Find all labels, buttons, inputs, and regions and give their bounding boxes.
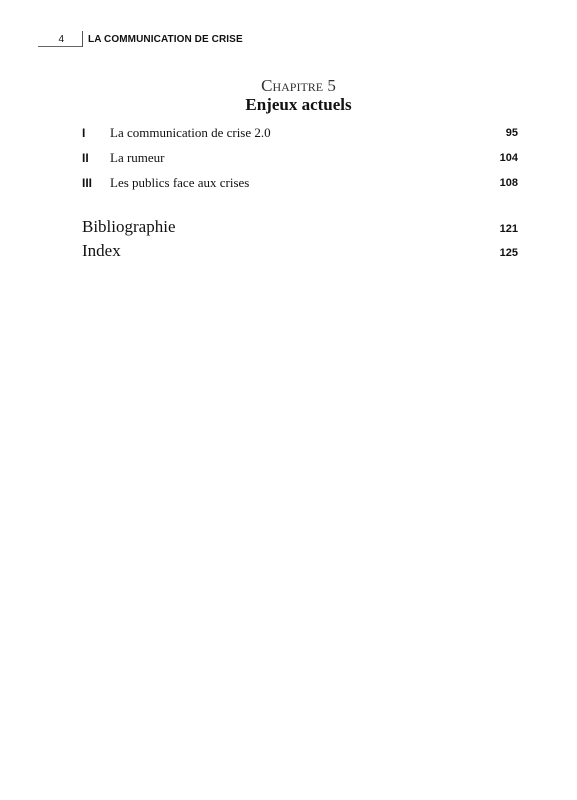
toc-entry-number: I [82,126,86,140]
toc-entry-page: 108 [499,177,518,189]
toc-entry-2[interactable] [82,149,518,167]
chapter-label: Chapitre 5 [261,76,336,95]
page-number: 4 [38,33,82,47]
toc-entry-3[interactable] [82,174,518,192]
toc-index[interactable] [82,241,518,263]
index-page: 125 [499,247,518,259]
index-title: Index [82,241,121,260]
running-head [38,33,538,49]
toc-entry-title: La communication de crise 2.0 [110,125,271,140]
toc-entry-number: III [82,176,93,190]
toc-bibliography[interactable] [82,217,518,239]
toc-entry-title: Les publics face aux crises [110,175,250,190]
toc-entry-number: II [82,151,89,165]
running-title: LA COMMUNICATION DE CRISE [88,34,243,45]
toc-entry-1[interactable] [82,124,518,142]
toc-entry-page: 95 [505,127,518,139]
toc-entry-page: 104 [499,152,518,164]
header-divider [82,31,83,47]
bibliography-title: Bibliographie [82,217,176,236]
toc-entry-title: La rumeur [110,150,165,165]
bibliography-page: 121 [499,223,518,235]
chapter-title: Enjeux actuels [245,95,352,114]
